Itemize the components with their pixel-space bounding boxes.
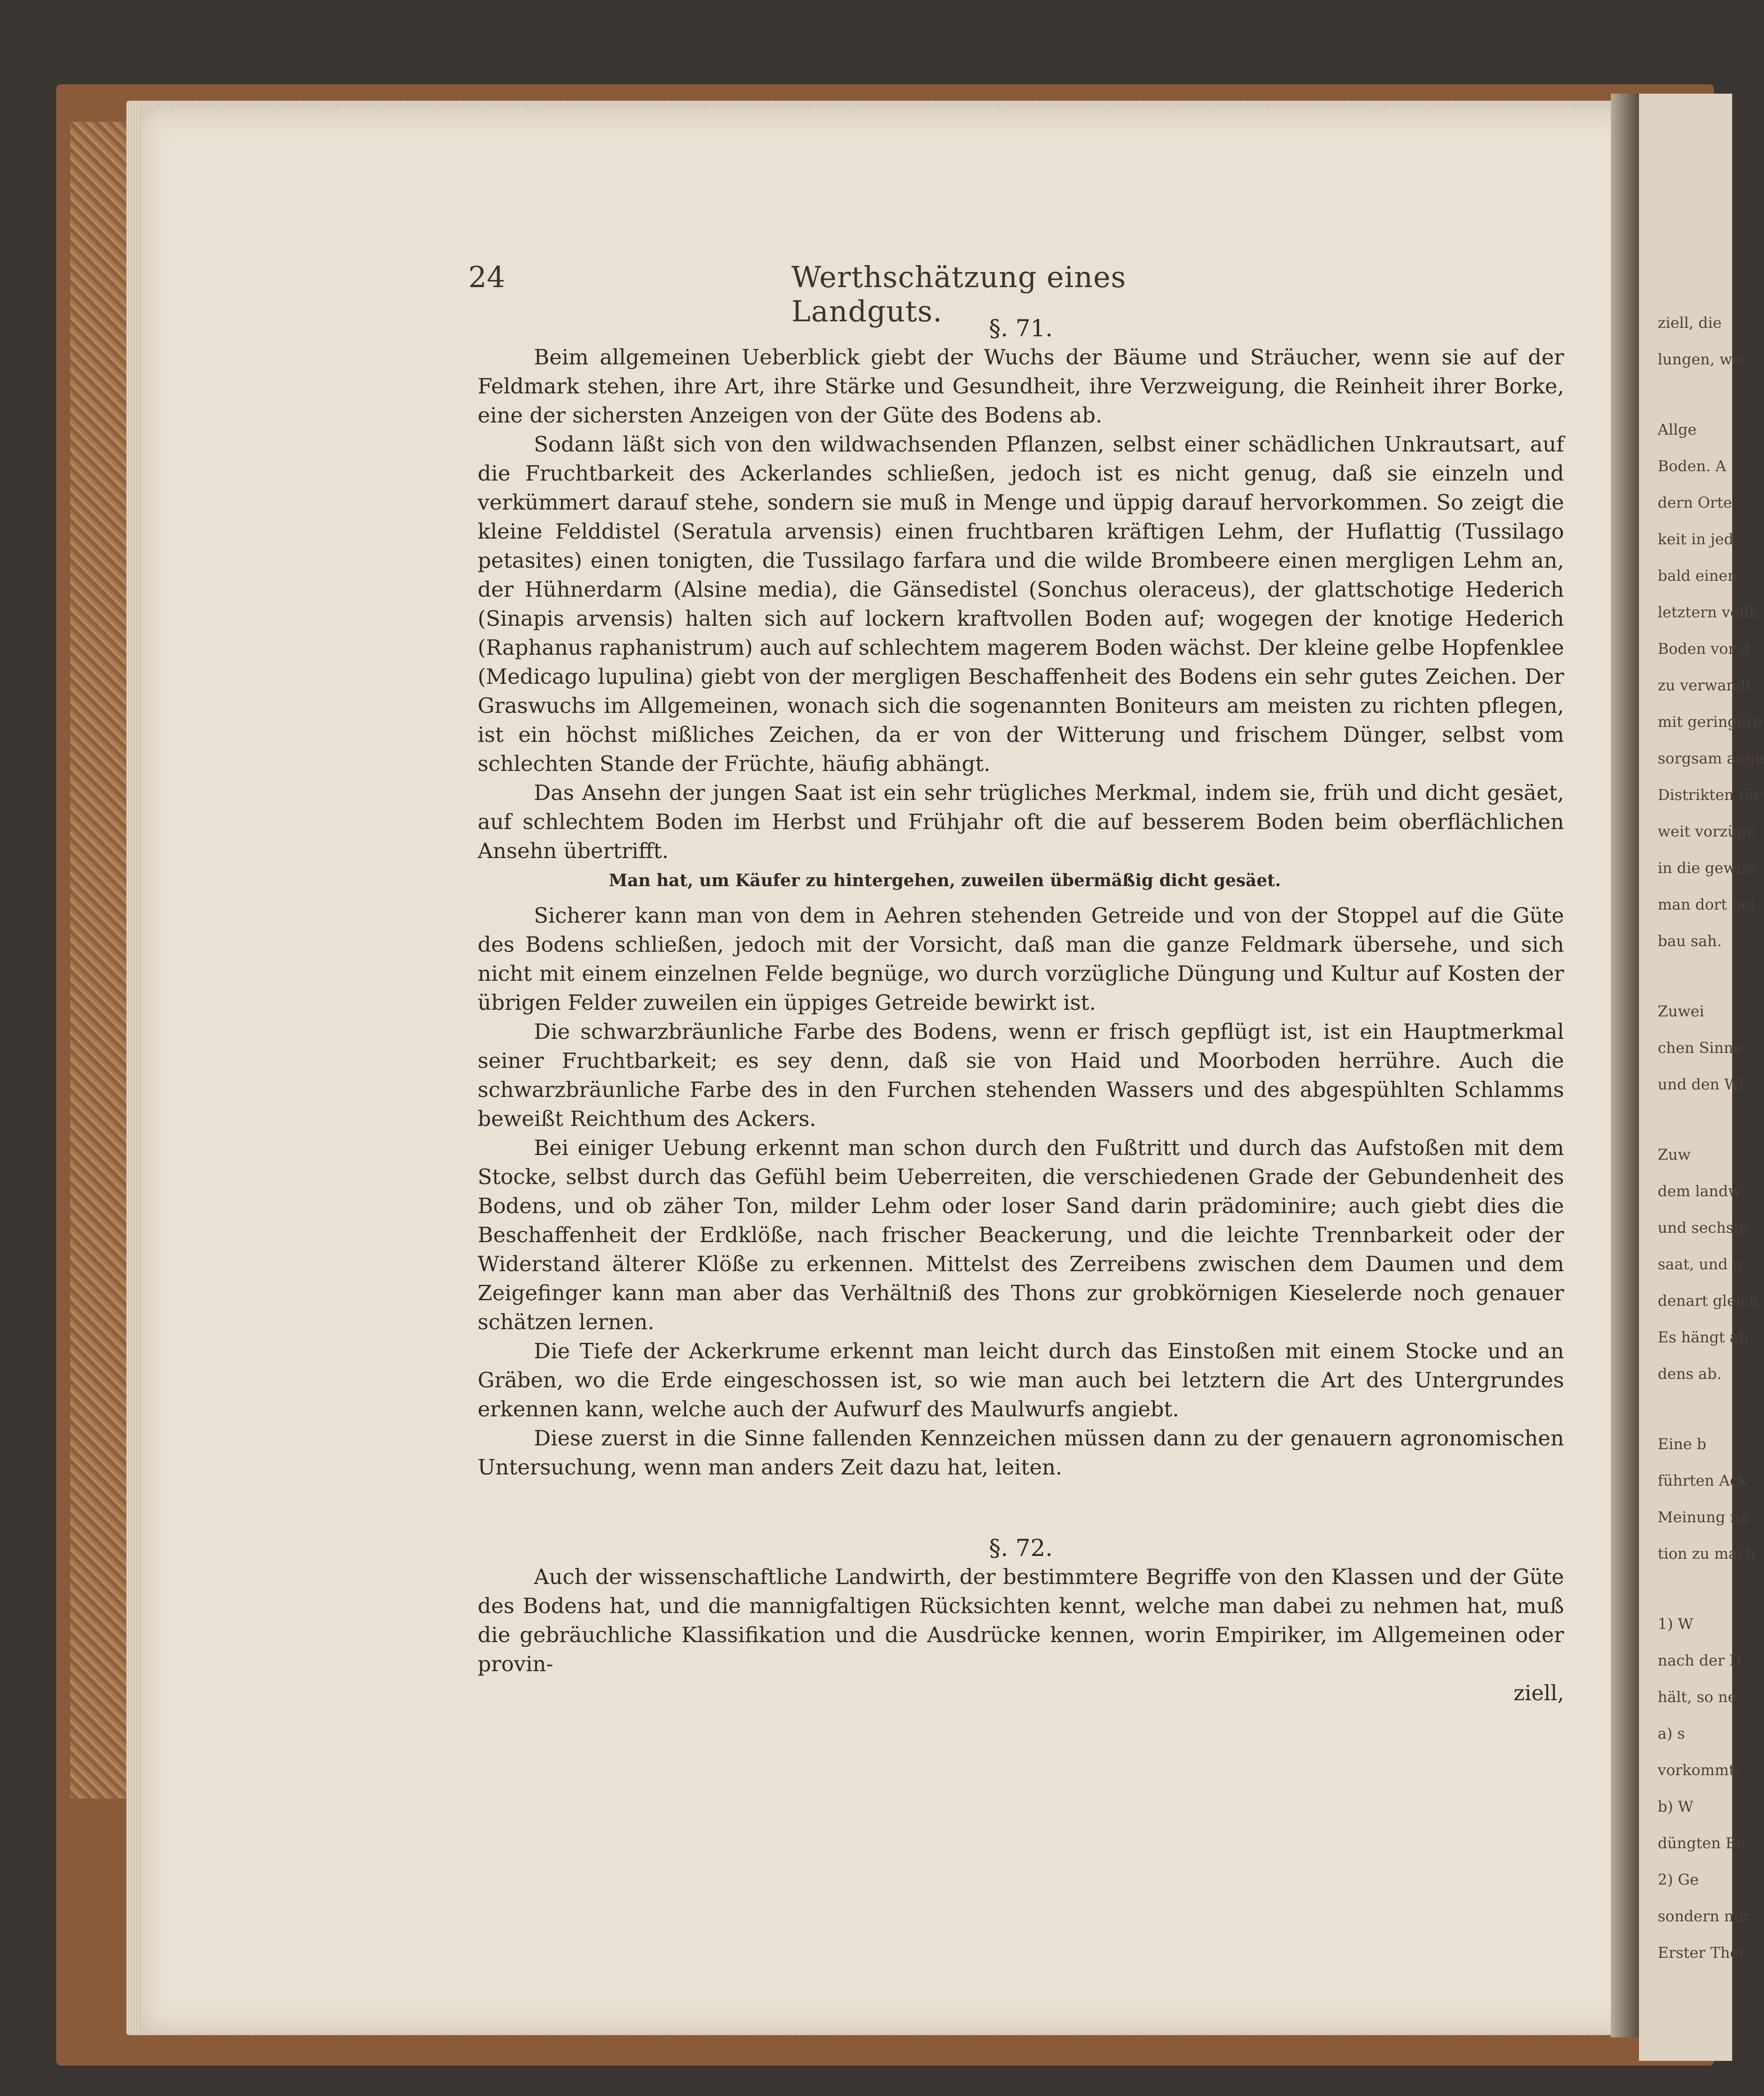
facing-page-line: Boden vor d (1658, 640, 1750, 658)
book-gutter (1611, 94, 1639, 2037)
facing-page-line: ziell, die (1658, 314, 1722, 332)
facing-page-line: Zuw (1658, 1146, 1691, 1163)
facing-page-line: letztern vollk (1658, 603, 1758, 621)
facing-page-line: vorkommt; (1658, 1761, 1740, 1779)
facing-page-line: Eine b (1658, 1435, 1706, 1453)
facing-page-line: düngten Bo (1658, 1834, 1746, 1852)
paragraph: Diese zuerst in die Sinne fallenden Kennzeichen müssen dann zu der genauern agronomischen Untersuchung, wenn man anders Zeit dazu hat, leiten. (478, 1426, 1564, 1480)
facing-page-line: hält, so ne (1658, 1688, 1737, 1706)
section-heading: §. 71. (989, 315, 1053, 342)
facing-page-line: tion zu mach (1658, 1545, 1756, 1563)
facing-page-line: dern Orte (1658, 494, 1732, 511)
facing-page-line: Boden. A (1658, 457, 1727, 475)
facing-page-line: dens ab. (1658, 1365, 1722, 1383)
facing-page-line: sondern nur (1658, 1907, 1751, 1925)
paragraph: Sodann läßt sich von den wildwachsenden Pflanzen, selbst einer schädlichen Unkrautsart, auf die Fruchtbarkeit des Ackerlandes schließen, jedoch ist es nicht genug, daß sie einzeln und verkümmert darauf stehe, sondern sie muß in Menge und üppig darauf hervorkommen. So zeigt die kleine Felddistel (Seratula arvensis) einen fruchtbaren kräftigen Lehm, der Huflattig (Tussilago petasites) einen tonigten, die Tussilago farfara und die wilde Brombeere einen mergligen Lehm an, der Hühnerdarm (Alsine media), die Gänsedistel (Sonchus oleraceus), der glattschotige Hederich (Sinapis arvensis) halten sich auf lockern kraftvollen Boden auf; wogegen der knotige Hederich (Raphanus raphanistrum) auch auf schlechtem magerem Boden wächst. Der kleine gelbe Hopfenklee (Medicago lupulina) giebt von der mergligen Beschaffenheit des Bodens ein sehr gutes Zeichen. Der Graswuchs im Allgemeinen, wonach sich die sogenannten Boniteurs am meisten zu richten pflegen, ist ein höchst mißliches Zeichen, da er von der Witterung und frischem Dünger, selbst vom schlechten Stande der Früchte, häufig abhängt. (478, 432, 1564, 776)
paragraph: Die schwarzbräunliche Farbe des Bodens, wenn er frisch gepflügt ist, ist ein Hauptmerkmal seiner Fruchtbarkeit; es sey denn, daß sie von Haid und Moorboden herrühre. Auch die schwarzbräunliche Farbe des in den Furchen stehenden Wassers und des abgespühlten Schlamms beweißt Reichthum des Ackers. (478, 1019, 1564, 1131)
running-title: Werthschätzung eines Landguts. (791, 260, 1127, 328)
paragraph: Beim allgemeinen Ueberblick giebt der Wuchs der Bäume und Sträucher, wenn sie auf der Feldmark stehen, ihre Art, ihre Stärke und Gesundheit, ihre Verzweigung, die Reinheit ihrer Borke, eine der sichersten Anzeigen von der Güte des Bodens ab. (478, 345, 1564, 428)
section-heading: §. 72. (989, 1534, 1053, 1562)
paragraph: Das Ansehn der jungen Saat ist ein sehr trügliches Merkmal, indem sie, früh und dicht gesäet, auf schlechtem Boden im Herbst und Frühjahr oft die auf besserem Boden beim oberflächlichen Ansehn übertrifft. (478, 780, 1564, 863)
facing-page-line: 2) Ge (1658, 1871, 1699, 1889)
facing-page-line: Distrikten für (1658, 786, 1761, 804)
page-body (478, 314, 1564, 1708)
facing-page-line: keit in jed (1658, 530, 1734, 548)
facing-page-line: a) s (1658, 1725, 1685, 1742)
facing-page-line: 1) W (1658, 1615, 1693, 1633)
facing-page-line: b) W (1658, 1798, 1694, 1815)
paragraph: Die Tiefe der Ackerkrume erkennt man leicht durch das Einstoßen mit einem Stocke und an Gräben, wo die Erde eingeschossen ist, so wie man auch bei letztern die Art des Untergrundes erkennen kann, welche auch der Aufwurf des Maulwurfs angiebt. (478, 1339, 1564, 1422)
facing-page-line: führten Ack (1658, 1472, 1748, 1489)
facing-page-line: Erster Thei (1658, 1944, 1744, 1962)
facing-page-line: man dort bei (1658, 896, 1755, 913)
paragraph: Auch der wissenschaftliche Landwirth, der bestimmtere Begriffe von den Klassen und der Güte des Bodens hat, und die mannigfaltigen Rücksichten kennt, welche man dabei zu nehmen hat, muß die gebräuchliche Klassifikation und die Ausdrücke kennen, worin Empiriker, im Allgemeinen oder provin- (478, 1564, 1564, 1676)
facing-page-line: saat, und n (1658, 1255, 1742, 1273)
paragraph: Sicherer kann man von dem in Aehren stehenden Getreide und von der Stoppel auf die Güte des Bodens schließen, jedoch mit der Vorsicht, daß man die ganze Feldmark übersehe, und sich nicht mit einem einzelnen Felde begnüge, wo durch vorzügliche Düngung und Kultur auf Kosten der übrigen Felder zuweilen ein üppiges Getreide bewirkt ist. (478, 903, 1564, 1015)
facing-page-line: chen Sinne (1658, 1039, 1742, 1057)
facing-page-line: in die gewiss (1658, 859, 1757, 877)
facing-page-line: Zuwei (1658, 1002, 1705, 1020)
facing-page (1639, 94, 1764, 2061)
facing-page-line: und den Wi (1658, 1075, 1744, 1093)
catchword: ziell, (1513, 1681, 1564, 1705)
facing-page-line: und sechste (1658, 1219, 1749, 1237)
facing-page-line: Es hängt ab (1658, 1328, 1749, 1346)
paragraph: Bei einiger Uebung erkennt man schon durch den Fußtritt und durch das Aufstoßen mit dem Stocke, selbst durch das Gefühl beim Ueberreiten, die verschiedenen Grade der Gebundenheit des Bodens, und ob zäher Ton, milder Lehm oder loser Sand darin prädominire; auch giebt dies die Beschaffenheit der Erdklöße, nach frischer Beackerung, und die leichte Trennbarkeit oder der Widerstand älterer Klöße zu erkennen. Mittelst des Zerreibens zwischen dem Daumen und dem Zeigefinger kann man aber das Verhältniß des Thons zur grobkörnigen Kieselerde noch genauer schätzen lernen. (478, 1135, 1564, 1334)
footnote: Man hat, um Käufer zu hintergehen, zuweilen übermäßig dicht gesäet. (609, 871, 1281, 890)
facing-page-line: dem landw (1658, 1182, 1741, 1200)
facing-page-line: bald einen (1658, 567, 1737, 585)
facing-page-line: weit vorzüge (1658, 822, 1756, 840)
facing-page-line: denart gleich (1658, 1292, 1759, 1310)
facing-page-line: lungen, wer (1658, 350, 1749, 368)
facing-page-line: sorgsam ange (1658, 749, 1764, 767)
facing-page-line: bau sah. (1658, 932, 1722, 950)
facing-page-line: mit geringere (1658, 713, 1762, 731)
page-number: 24 (468, 260, 505, 294)
facing-page-line: nach der D (1658, 1652, 1742, 1669)
facing-page-line: zu verwandt (1658, 676, 1752, 694)
facing-page-line: Meinung na (1658, 1508, 1749, 1526)
facing-page-line: Allge (1658, 421, 1697, 438)
